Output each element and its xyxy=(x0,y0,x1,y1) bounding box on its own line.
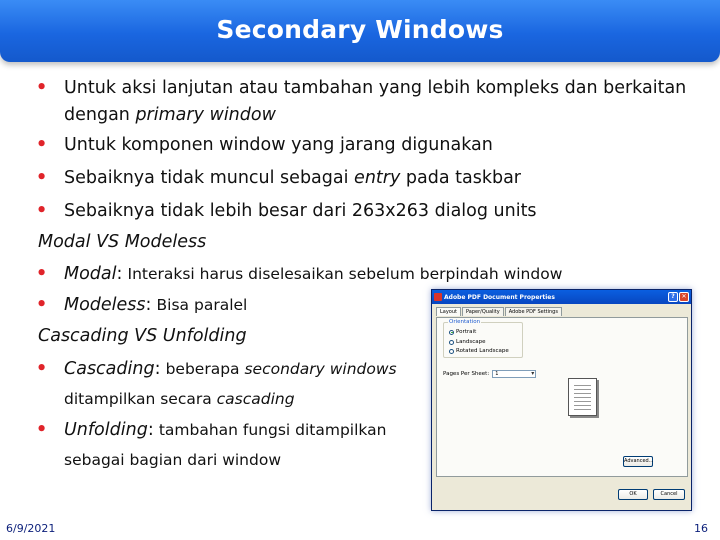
close-icon[interactable]: ✕ xyxy=(679,292,689,302)
bullet-marker: • xyxy=(36,359,48,379)
pages-per-sheet-label: Pages Per Sheet: xyxy=(443,371,490,377)
dialog-tabs xyxy=(436,307,563,316)
advanced-button[interactable]: Advanced... xyxy=(623,456,653,467)
bullet-text: pada taskbar xyxy=(400,168,521,188)
bullet-continuation xyxy=(36,105,276,125)
slide-date: 6/9/2021 xyxy=(6,522,56,535)
bullet-marker: • xyxy=(36,264,48,284)
bullet-marker: • xyxy=(36,78,48,98)
bullet-marker: • xyxy=(36,135,48,155)
dialog-title-buttons xyxy=(668,292,689,302)
radio-label: Landscape xyxy=(456,339,486,345)
colon: : xyxy=(147,420,154,440)
bullet-item xyxy=(36,295,247,315)
orientation-legend: Orientation xyxy=(449,319,481,325)
term-description: ditampilkan secara xyxy=(64,390,217,408)
term-description: beberapa xyxy=(165,360,245,378)
help-icon[interactable]: ? xyxy=(668,292,678,302)
bullet-text: dengan xyxy=(64,105,136,125)
bullet-item xyxy=(36,135,493,155)
bullet-item xyxy=(36,264,562,284)
section-heading-cascading: Cascading VS Unfolding xyxy=(38,326,247,346)
dialog-title-bar xyxy=(432,290,691,304)
pages-per-sheet-select[interactable]: 1 ▾ xyxy=(492,370,536,378)
ok-button[interactable]: OK xyxy=(618,489,648,500)
radio-label: Rotated Landscape xyxy=(456,348,509,354)
bullet-item xyxy=(36,359,397,379)
term-cascading: Cascading xyxy=(64,359,155,379)
tab-layout[interactable]: Layout xyxy=(436,307,461,316)
term-description-italic: cascading xyxy=(216,390,295,408)
section-heading-modal: Modal VS Modeless xyxy=(38,232,207,252)
radio-label: Portrait xyxy=(456,329,477,335)
radio-rotated-landscape[interactable] xyxy=(449,348,509,354)
bullet-continuation xyxy=(36,390,295,408)
radio-selected-icon xyxy=(449,330,454,335)
pages-per-sheet xyxy=(443,370,536,378)
colon: : xyxy=(116,264,123,284)
tab-paper-quality[interactable]: Paper/Quality xyxy=(462,307,504,316)
slide-title: Secondary Windows xyxy=(216,14,504,44)
colon: : xyxy=(154,359,161,379)
radio-portrait[interactable] xyxy=(449,329,476,335)
term-description-italic: secondary windows xyxy=(244,360,397,378)
bullet-item xyxy=(36,420,386,440)
tab-adobe-pdf-settings[interactable]: Adobe PDF Settings xyxy=(505,307,562,316)
bullet-text: Untuk komponen window yang jarang digunakan xyxy=(64,135,493,155)
radio-landscape[interactable] xyxy=(449,339,486,345)
dialog-screenshot xyxy=(431,289,692,511)
term-description: tambahan fungsi ditampilkan xyxy=(158,421,387,439)
bullet-item xyxy=(36,168,521,188)
adobe-pdf-icon xyxy=(434,293,442,301)
term-modeless: Modeless xyxy=(64,295,146,315)
term-modal: Modal xyxy=(64,264,117,284)
term-description: Bisa paralel xyxy=(156,296,248,314)
bullet-marker: • xyxy=(36,168,48,188)
slide-title-bar xyxy=(0,0,720,62)
bullet-text: Sebaiknya tidak muncul sebagai xyxy=(64,168,355,188)
bullet-item xyxy=(36,78,686,98)
bullet-marker: • xyxy=(36,420,48,440)
dialog-title: Adobe PDF Document Properties xyxy=(444,293,555,301)
orientation-group xyxy=(443,319,523,358)
dialog-panel xyxy=(436,317,688,477)
bullet-item xyxy=(36,201,537,221)
term-unfolding: Unfolding xyxy=(64,420,148,440)
bullet-text-italic: entry xyxy=(354,168,401,188)
colon: : xyxy=(145,295,152,315)
bullet-text: Sebaiknya tidak lebih besar dari 263x263 dialog units xyxy=(64,201,537,221)
term-description: Interaksi harus diselesaikan sebelum berpindah window xyxy=(127,265,563,283)
bullet-text-italic: primary window xyxy=(135,105,276,125)
radio-icon xyxy=(449,349,454,354)
bullet-marker: • xyxy=(36,201,48,221)
slide-page-number: 16 xyxy=(694,522,708,535)
bullet-text: Untuk aksi lanjutan atau tambahan yang lebih kompleks dan berkaitan xyxy=(64,78,687,98)
page-preview-icon xyxy=(568,378,597,416)
cancel-button[interactable]: Cancel xyxy=(653,489,685,500)
bullet-continuation: sebagai bagian dari window xyxy=(64,451,281,469)
radio-icon xyxy=(449,340,454,345)
bullet-marker: • xyxy=(36,295,48,315)
